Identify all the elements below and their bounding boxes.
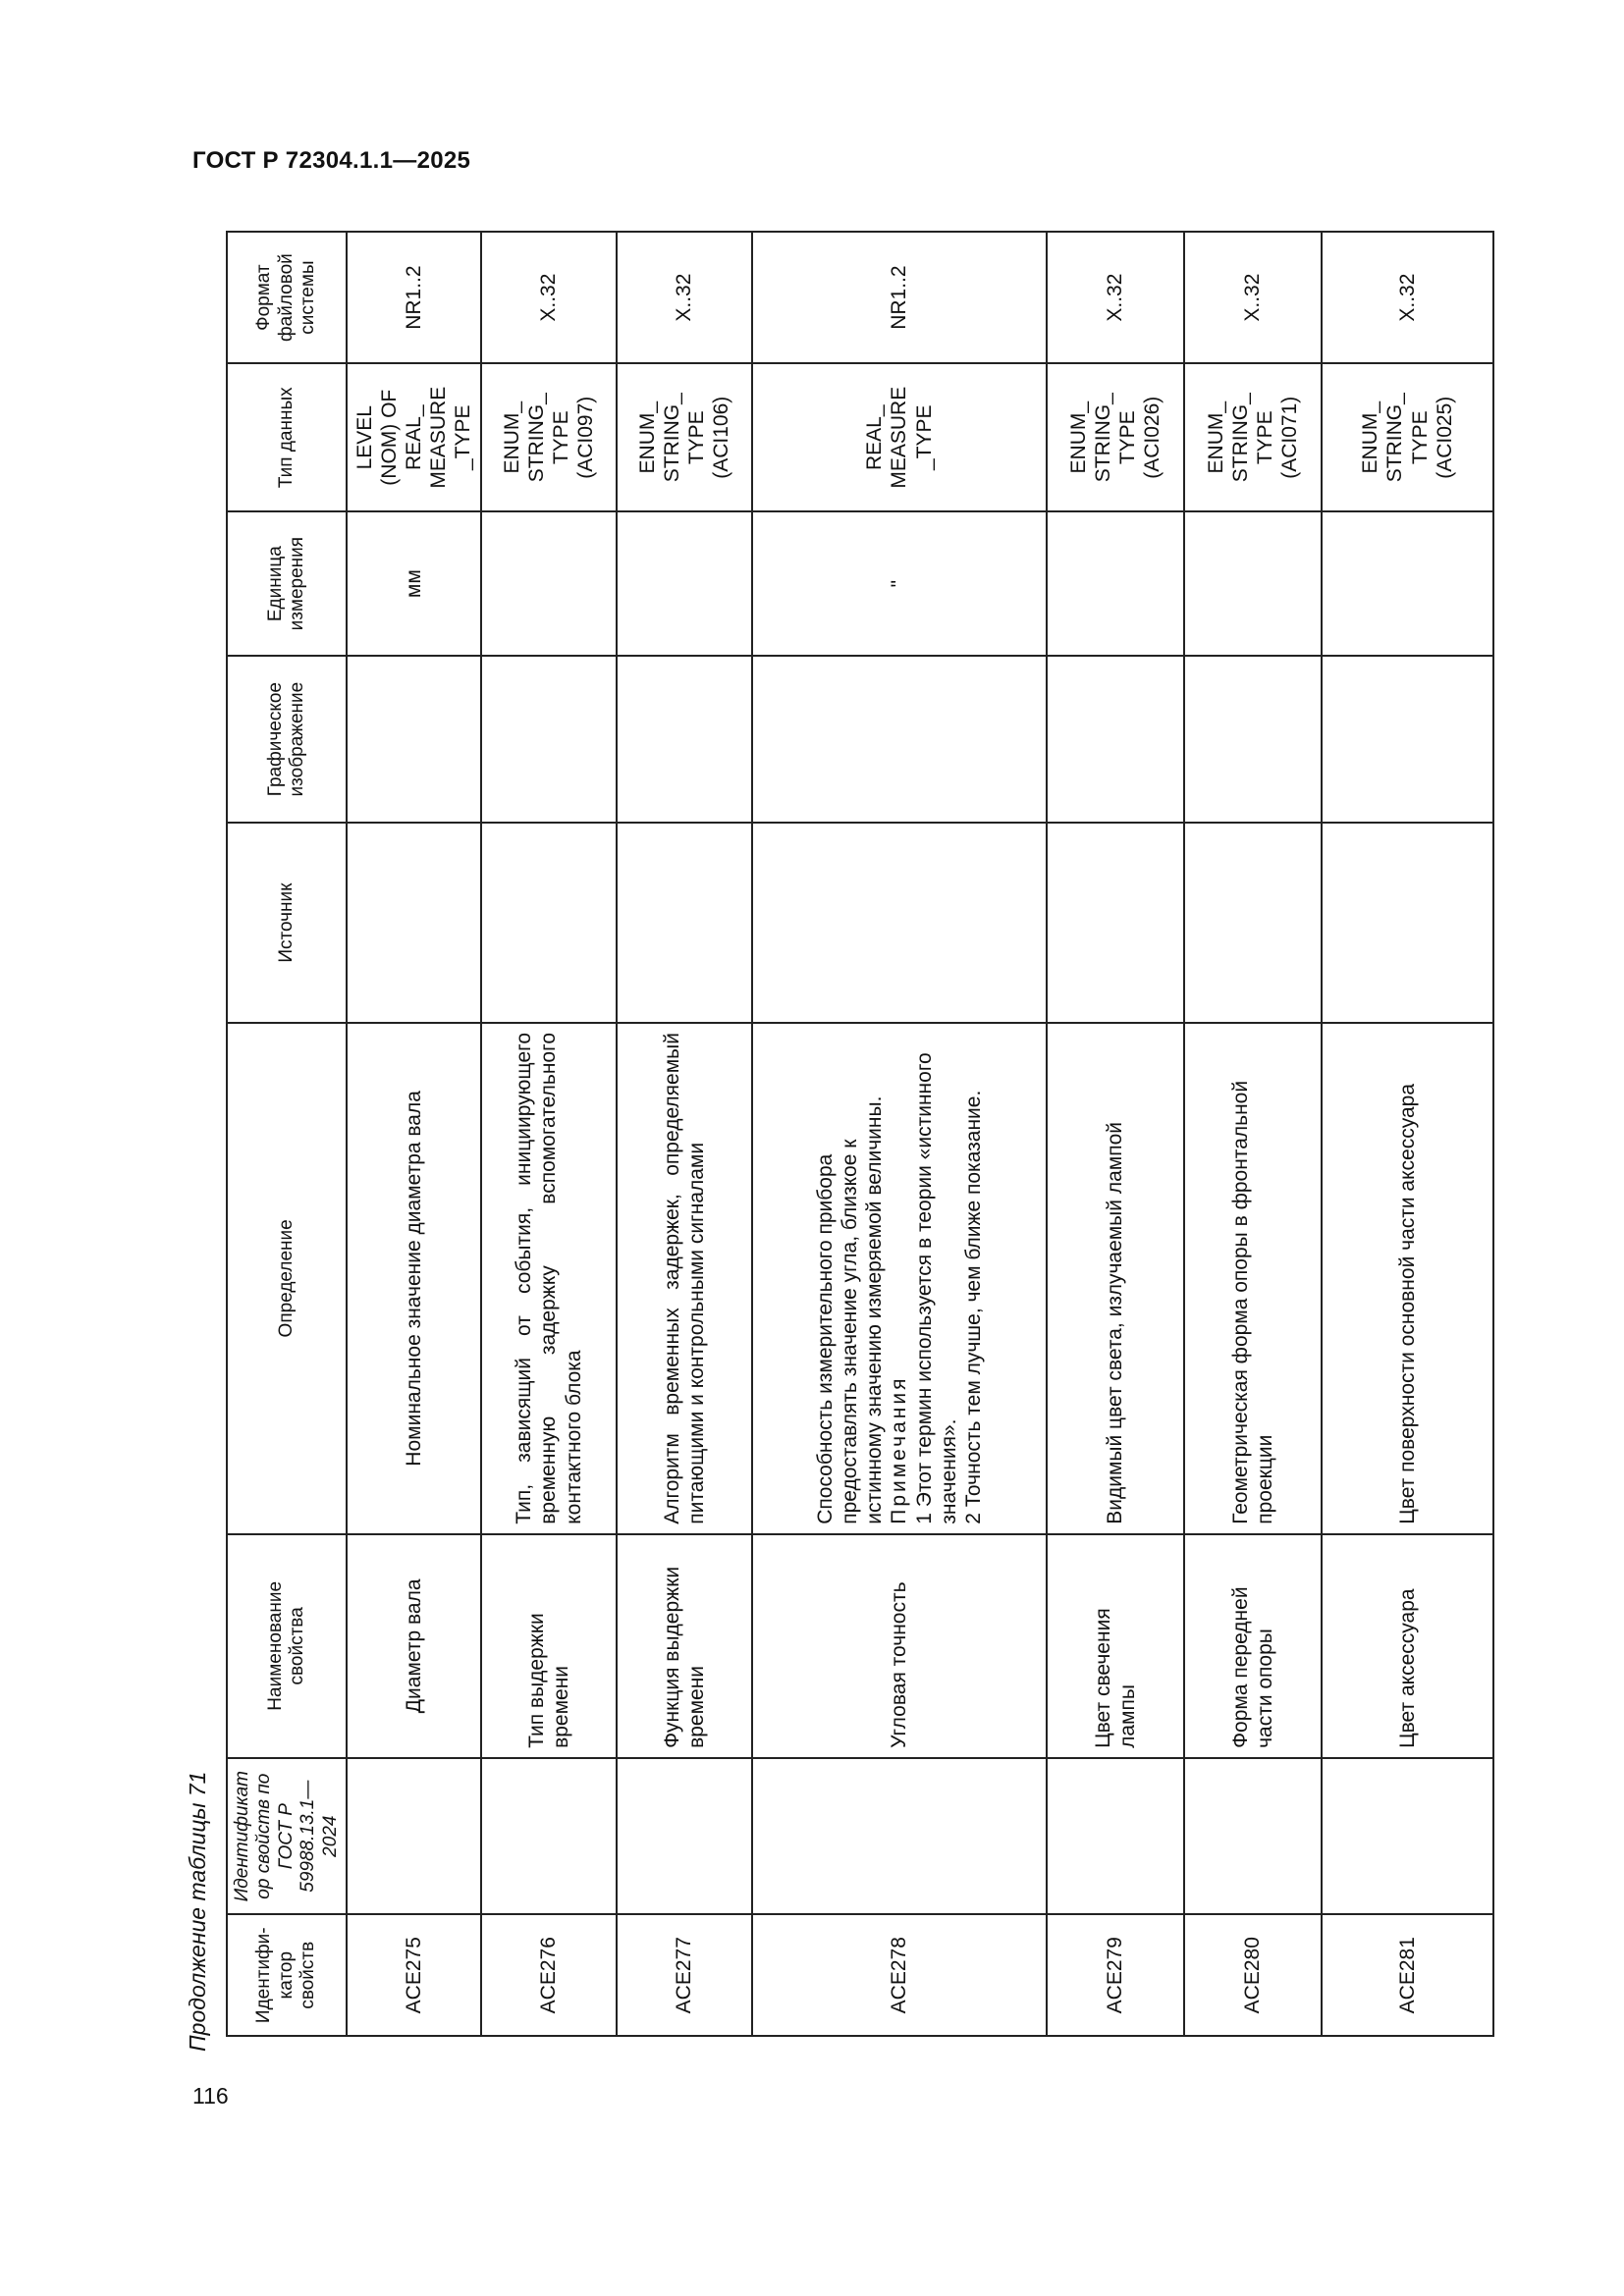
cell-format: X..32 — [1184, 232, 1322, 363]
cell-property-id: ACE278 — [752, 1914, 1047, 2036]
cell-unit — [481, 511, 617, 656]
cell-property-name: Тип выдержки времени — [481, 1534, 617, 1758]
cell-format: X..32 — [481, 232, 617, 363]
note-1: 1 Этот термин используется в теории «истинного значения». — [912, 1052, 960, 1524]
notes-title: Примечания — [888, 1375, 911, 1524]
cell-property-id: ACE275 — [347, 1914, 481, 2036]
cell-unit — [1322, 511, 1493, 656]
cell-datatype: ENUM_ STRING_ TYPE (ACI097) — [481, 363, 617, 511]
table-row — [347, 232, 481, 2036]
table-caption: Продолжение таблицы 71 — [185, 1771, 210, 2052]
page-number: 116 — [192, 2083, 229, 2109]
header-property-name: Наименование свойства — [227, 1534, 347, 1758]
cell-property-id: ACE280 — [1184, 1914, 1322, 2036]
cell-property-name: Цвет свечения лампы — [1047, 1534, 1184, 1758]
cell-source — [1322, 823, 1493, 1023]
cell-gost-id — [1047, 1758, 1184, 1915]
table-row — [1322, 232, 1493, 2036]
note-2: 2 Точность тем лучше, чем ближе показание. — [962, 1090, 985, 1524]
cell-property-name: Функция выдержки времени — [617, 1534, 752, 1758]
header-property-id: Идентифи-катор свойств — [227, 1914, 347, 2036]
cell-gost-id — [752, 1758, 1047, 1915]
cell-format: NR1..2 — [752, 232, 1047, 363]
cell-datatype: LEVEL (NOM) OF REAL_ MEASURE _TYPE — [347, 363, 481, 511]
cell-graphic — [1184, 656, 1322, 823]
cell-datatype: ENUM_ STRING_ TYPE (ACI026) — [1047, 363, 1184, 511]
cell-gost-id — [481, 1758, 617, 1915]
cell-source — [347, 823, 481, 1023]
cell-definition: Цвет поверхности основной части аксессуара — [1322, 1023, 1493, 1534]
cell-property-id: ACE276 — [481, 1914, 617, 2036]
table-header-row — [227, 232, 347, 2036]
header-format: Формат файловой системы — [227, 232, 347, 363]
table-row — [617, 232, 752, 2036]
cell-source — [1184, 823, 1322, 1023]
cell-property-id: ACE281 — [1322, 1914, 1493, 2036]
cell-format: X..32 — [1047, 232, 1184, 363]
cell-gost-id — [347, 1758, 481, 1915]
header-gost-id: Идентификатор свойств по ГОСТ Р 59988.13.1—2024 — [227, 1758, 347, 1915]
cell-unit — [1047, 511, 1184, 656]
header-unit: Единица измерения — [227, 511, 347, 656]
table-row — [1047, 232, 1184, 2036]
cell-definition: Геометрическая форма опоры в фронтальной проекции — [1184, 1023, 1322, 1534]
cell-source — [617, 823, 752, 1023]
cell-definition: Номинальное значение диаметра вала — [347, 1023, 481, 1534]
cell-definition: Алгоритм временных задержек, определяемый питающими и контрольными сигналами — [617, 1023, 752, 1534]
table-row — [752, 232, 1047, 2036]
cell-graphic — [347, 656, 481, 823]
cell-unit — [617, 511, 752, 656]
table-row — [481, 232, 617, 2036]
cell-format: X..32 — [1322, 232, 1493, 363]
header-source: Источник — [227, 823, 347, 1023]
cell-gost-id — [1184, 1758, 1322, 1915]
cell-property-name: Угловая точность — [752, 1534, 1047, 1758]
cell-graphic — [1047, 656, 1184, 823]
cell-gost-id — [1322, 1758, 1493, 1915]
cell-graphic — [481, 656, 617, 823]
properties-table — [226, 231, 1494, 2037]
table-area — [226, 231, 1492, 2037]
cell-property-id: ACE277 — [617, 1914, 752, 2036]
cell-definition — [752, 1023, 1047, 1534]
cell-datatype: ENUM_ STRING_ TYPE (ACI106) — [617, 363, 752, 511]
cell-source — [1047, 823, 1184, 1023]
cell-definition: Тип, зависящий от события, инициирующего временную задержку вспомогательного контактного блока — [481, 1023, 617, 1534]
cell-gost-id — [617, 1758, 752, 1915]
document-header: ГОСТ Р 72304.1.1—2025 — [192, 147, 471, 174]
header-datatype: Тип данных — [227, 363, 347, 511]
cell-datatype: REAL_ MEASURE _TYPE — [752, 363, 1047, 511]
cell-property-name: Цвет аксессуара — [1322, 1534, 1493, 1758]
cell-unit — [1184, 511, 1322, 656]
header-definition: Определение — [227, 1023, 347, 1534]
cell-source — [752, 823, 1047, 1023]
cell-property-name: Диаметр вала — [347, 1534, 481, 1758]
cell-unit: мм — [347, 511, 481, 656]
cell-datatype: ENUM_ STRING_ TYPE (ACI071) — [1184, 363, 1322, 511]
cell-property-id: ACE279 — [1047, 1914, 1184, 2036]
cell-graphic — [1322, 656, 1493, 823]
cell-graphic — [752, 656, 1047, 823]
cell-graphic — [617, 656, 752, 823]
cell-unit: " — [752, 511, 1047, 656]
cell-definition: Видимый цвет света, излучаемый лампой — [1047, 1023, 1184, 1534]
cell-source — [481, 823, 617, 1023]
definition-text: Способность измерительного прибора предоставлять значение угла, близкое к истинному значению измеряемой величины. — [813, 1095, 887, 1524]
header-graphic: Графическое изображение — [227, 656, 347, 823]
cell-format: X..32 — [617, 232, 752, 363]
cell-format: NR1..2 — [347, 232, 481, 363]
table-row — [1184, 232, 1322, 2036]
cell-property-name: Форма передней части опоры — [1184, 1534, 1322, 1758]
cell-datatype: ENUM_ STRING_ TYPE (ACI025) — [1322, 363, 1493, 511]
